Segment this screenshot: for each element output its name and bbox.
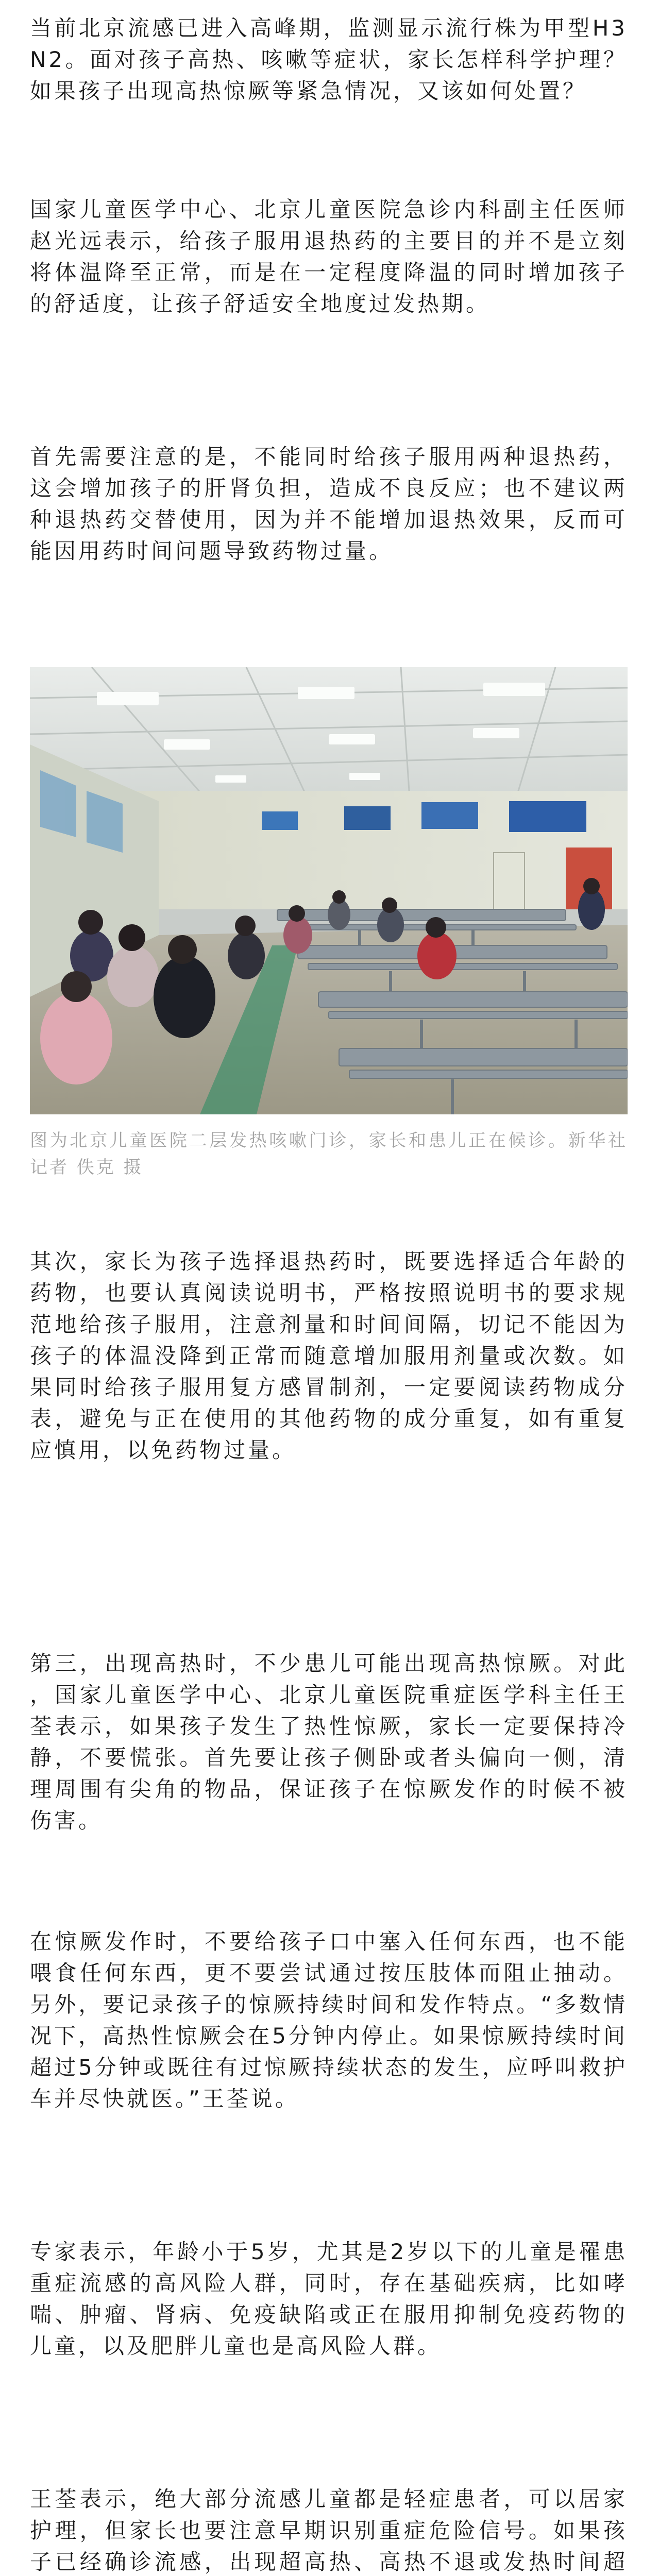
paragraph-during-convulsion: 在惊厥发作时，不要给孩子口中塞入任何东西，也不能喂食任何东西，更不要尝试通过按压肢体而阻止抽动。另外，要记录孩子的惊厥持续时间和发作特点。“多数情况下，高热性惊厥会在5分钟内停止。如果惊厥持续时间超过5分钟或既往有过惊厥持续状态的发生，应呼叫救护车并尽快就医。”王荃说。 (30, 1929, 628, 2111)
paragraph-no-two-antipyretics: 首先需要注意的是，不能同时给孩子服用两种退热药，这会增加孩子的肝肾负担，造成不良反应；也不建议两种退热药交替使用，因为并不能增加退热效果，反而可能因用药时间问题导致药物过量。 (30, 444, 628, 564)
paragraph-purpose-of-antipyretics: 国家儿童医学中心、北京儿童医院急诊内科副主任医师赵光远表示，给孩子服用退热药的主要目的并不是立刻将体温降至正常，而是在一定程度降温的同时增加孩子的舒适度，让孩子舒适安全地度过发热期。 (30, 197, 628, 316)
paragraph-danger-signals: 王荃表示，绝大部分流感儿童都是轻症患者，可以居家护理，但家长也要注意早期识别重症危险信号。如果孩子已经确诊流感，出现超高热、高热不退或发热时间超 (30, 2486, 628, 2574)
paragraph-high-risk-groups: 专家表示，年龄小于5岁，尤其是2岁以下的儿童是罹患重症流感的高风险人群，同时，存在基础疾病，比如哮喘、肿瘤、肾病、免疫缺陷或正在服用抑制免疫药物的儿童，以及肥胖儿童也是高风险人群。 (30, 2239, 628, 2359)
paragraph-febrile-convulsion: 第三，出现高热时，不少患儿可能出现高热惊厥。对此，国家儿童医学中心、北京儿童医院重症医学科主任王荃表示，如果孩子发生了热性惊厥，家长一定要保持冷静，不要慌张。首先要让孩子侧卧或者头偏向一侧，清理周围有尖角的物品，保证孩子在惊厥发作的时候不被伤害。 (30, 1651, 628, 1833)
paragraph-choosing-medicine: 其次，家长为孩子选择退热药时，既要选择适合年龄的药物，也要认真阅读说明书，严格按照说明书的要求规范地给孩子服用，注意剂量和时间间隔，切记不能因为孩子的体温没降到正常而随意增加服用剂量或次数。如果同时给孩子服用复方感冒制剂，一定要阅读药物成分表，避免与正在使用的其他药物的成分重复，如有重复应慎用，以免药物过量。 (30, 1249, 628, 1463)
hospital-waiting-room-photo (30, 667, 628, 1114)
photo-caption: 图为北京儿童医院二层发热咳嗽门诊，家长和患儿正在候诊。新华社记者 佚克 摄 (30, 1130, 628, 1178)
paragraph-intro: 当前北京流感已进入高峰期，监测显示流行株为甲型H3N2。面对孩子高热、咳嗽等症状，家长怎样科学护理？如果孩子出现高热惊厥等紧急情况，又该如何处置？ (30, 15, 628, 104)
